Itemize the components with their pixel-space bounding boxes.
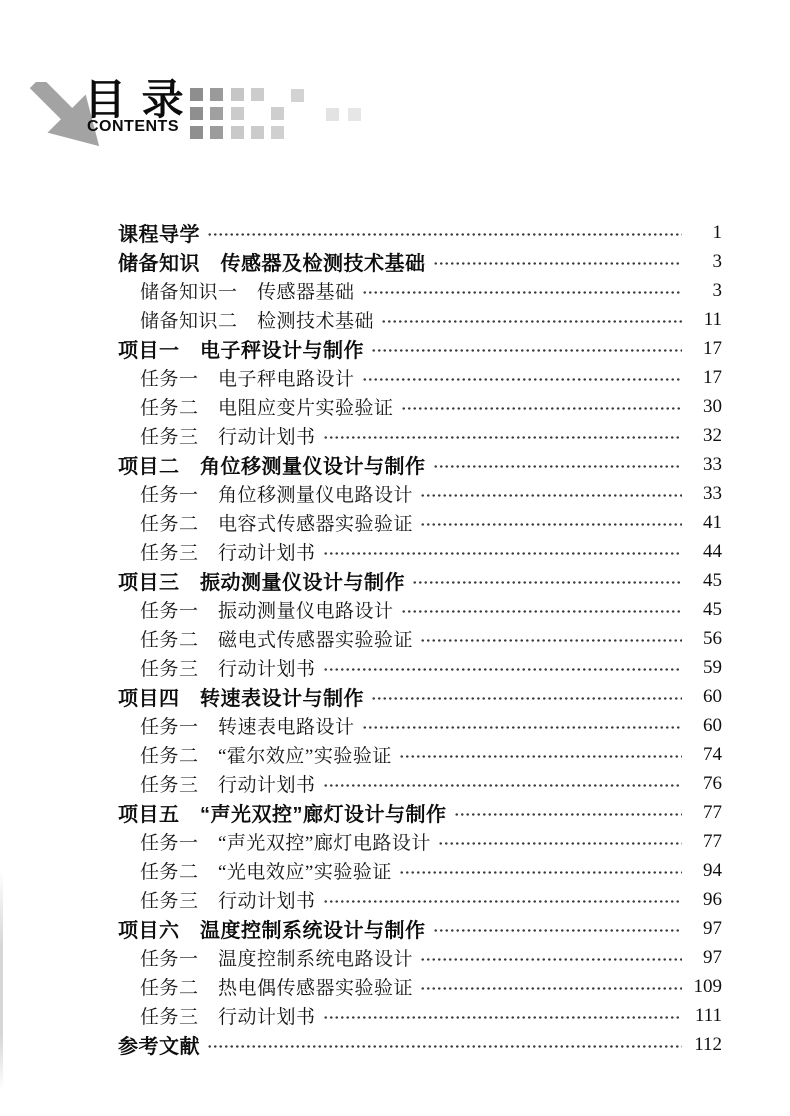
dot-leader (323, 668, 682, 671)
toc-entry (118, 972, 722, 1001)
toc-entry (118, 1030, 722, 1059)
toc-entry-page: 33 (703, 482, 722, 504)
toc-entry-label: 项目三 振动测量仪设计与制作 (118, 572, 405, 594)
deco-square (210, 107, 223, 120)
toc-entry-page: 3 (712, 279, 722, 301)
toc-entry (118, 798, 722, 827)
toc-entry-page: 77 (703, 801, 722, 823)
dot-leader (420, 639, 682, 642)
toc-entry (118, 740, 722, 769)
dot-leader (401, 407, 682, 410)
toc-entry-page: 97 (703, 946, 722, 968)
toc-entry-page: 11 (703, 308, 722, 330)
deco-square (231, 126, 244, 139)
toc-entry (118, 595, 722, 624)
toc-entry (118, 566, 722, 595)
scan-edge-shading (0, 870, 3, 1090)
dot-leader (420, 494, 682, 497)
dot-leader (323, 1016, 682, 1019)
dot-leader (323, 436, 682, 439)
toc-entry-page: 60 (703, 685, 722, 707)
toc-entry-label: 项目四 转速表设计与制作 (118, 688, 364, 710)
dot-leader (362, 378, 682, 381)
toc-list (118, 218, 722, 1059)
toc-entry-page: 3 (712, 250, 722, 272)
toc-entry (118, 769, 722, 798)
toc-entry (118, 450, 722, 479)
dot-leader (412, 581, 682, 584)
dot-leader (401, 610, 682, 613)
toc-entry-label: 任务二 热电偶传感器实验验证 (140, 978, 414, 999)
toc-entry-page: 32 (703, 424, 722, 446)
toc-entry (118, 682, 722, 711)
toc-entry-page: 56 (703, 627, 722, 649)
toc-entry (118, 479, 722, 508)
toc-entry-label: 任务二 电容式传感器实验验证 (140, 514, 414, 535)
deco-square (271, 107, 284, 120)
toc-entry-label: 任务一 电子秤电路设计 (140, 369, 355, 390)
toc-entry-label: 任务一 转速表电路设计 (140, 717, 355, 738)
toc-entry-label: 任务一 角位移测量仪电路设计 (140, 485, 414, 506)
toc-entry-page: 97 (703, 917, 722, 939)
toc-entry-page: 112 (694, 1033, 722, 1055)
toc-entry-page: 45 (703, 598, 722, 620)
deco-square (190, 126, 203, 139)
dot-leader (362, 726, 682, 729)
toc-entry-label: 任务三 行动计划书 (140, 775, 316, 796)
dot-leader (438, 842, 682, 845)
toc-entry (118, 218, 722, 247)
toc-entry-page: 96 (703, 888, 722, 910)
toc-entry-label: 任务一 振动测量仪电路设计 (140, 601, 394, 622)
toc-entry (118, 711, 722, 740)
toc-entry-label: 任务一 温度控制系统电路设计 (140, 949, 414, 970)
toc-entry-label: 项目五 “声光双控”廊灯设计与制作 (118, 804, 447, 826)
toc-entry-label: 参考文献 (118, 1036, 200, 1058)
toc-entry-page: 76 (703, 772, 722, 794)
toc-entry (118, 1001, 722, 1030)
toc-entry-label: 课程导学 (118, 224, 200, 246)
toc-entry-page: 1 (712, 221, 722, 243)
deco-square (231, 107, 244, 120)
toc-entry (118, 363, 722, 392)
toc-entry (118, 914, 722, 943)
toc-entry (118, 943, 722, 972)
toc-entry-label: 储备知识 传感器及检测技术基础 (118, 253, 426, 275)
deco-square (291, 89, 304, 102)
deco-square (190, 88, 203, 101)
dot-leader (362, 291, 682, 294)
toc-entry-label: 任务三 行动计划书 (140, 891, 316, 912)
dot-leader (420, 987, 682, 990)
toc-entry-page: 59 (703, 656, 722, 678)
dot-leader (323, 900, 682, 903)
page-title: 目 录 (84, 76, 186, 123)
toc-entry-label: 任务二 磁电式传感器实验验证 (140, 630, 414, 651)
toc-entry-page: 17 (703, 366, 722, 388)
dot-leader (207, 1045, 682, 1048)
dot-leader (433, 929, 683, 932)
deco-square (251, 126, 264, 139)
dot-leader (207, 233, 682, 236)
toc-entry-label: 任务二 “霍尔效应”实验验证 (140, 746, 392, 767)
toc-entry-page: 33 (703, 453, 722, 475)
toc-entry (118, 392, 722, 421)
toc-entry-label: 任务三 行动计划书 (140, 427, 316, 448)
toc-entry (118, 421, 722, 450)
toc-entry (118, 856, 722, 885)
toc-entry (118, 247, 722, 276)
toc-entry-page: 60 (703, 714, 722, 736)
deco-square (326, 108, 339, 121)
toc-entry-label: 储备知识一 传感器基础 (140, 282, 355, 303)
deco-square (251, 88, 264, 101)
toc-entry-page: 109 (693, 975, 722, 997)
toc-entry-label: 任务二 电阻应变片实验验证 (140, 398, 394, 419)
deco-square (210, 126, 223, 139)
toc-entry-label: 任务三 行动计划书 (140, 1007, 316, 1028)
toc-entry-label: 项目二 角位移测量仪设计与制作 (118, 456, 426, 478)
toc-entry-page: 45 (703, 569, 722, 591)
toc-entry (118, 653, 722, 682)
toc-entry-page: 77 (703, 830, 722, 852)
dot-leader (399, 755, 682, 758)
deco-square (231, 88, 244, 101)
dot-leader (420, 958, 682, 961)
toc-entry-page: 111 (694, 1004, 722, 1026)
dot-leader (399, 871, 682, 874)
deco-square (210, 88, 223, 101)
toc-entry (118, 334, 722, 363)
dot-leader (433, 262, 683, 265)
toc-entry-page: 17 (703, 337, 722, 359)
toc-entry-label: 项目一 电子秤设计与制作 (118, 340, 364, 362)
toc-entry (118, 624, 722, 653)
dot-leader (371, 697, 682, 700)
toc-entry-page: 41 (703, 511, 722, 533)
toc-entry-label: 任务一 “声光双控”廊灯电路设计 (140, 833, 431, 854)
toc-entry-page: 30 (703, 395, 722, 417)
deco-square (348, 108, 361, 121)
toc-entry-page: 74 (703, 743, 722, 765)
deco-square (271, 126, 284, 139)
toc-entry-label: 储备知识二 检测技术基础 (140, 311, 375, 332)
toc-entry (118, 827, 722, 856)
dot-leader (371, 349, 682, 352)
deco-square (190, 107, 203, 120)
toc-entry-label: 任务二 “光电效应”实验验证 (140, 862, 392, 883)
dot-leader (323, 552, 682, 555)
toc-entry-label: 项目六 温度控制系统设计与制作 (118, 920, 426, 942)
toc-entry (118, 537, 722, 566)
toc-entry (118, 276, 722, 305)
page-subtitle: CONTENTS (87, 118, 179, 135)
toc-entry (118, 508, 722, 537)
toc-entry-label: 任务三 行动计划书 (140, 543, 316, 564)
toc-entry (118, 305, 722, 334)
toc-entry-page: 94 (703, 859, 722, 881)
dot-leader (323, 784, 682, 787)
dot-leader (420, 523, 682, 526)
toc-entry (118, 885, 722, 914)
dot-leader (454, 813, 683, 816)
dot-leader (433, 465, 683, 468)
toc-entry-page: 44 (703, 540, 722, 562)
dot-leader (381, 320, 682, 323)
toc-entry-label: 任务三 行动计划书 (140, 659, 316, 680)
